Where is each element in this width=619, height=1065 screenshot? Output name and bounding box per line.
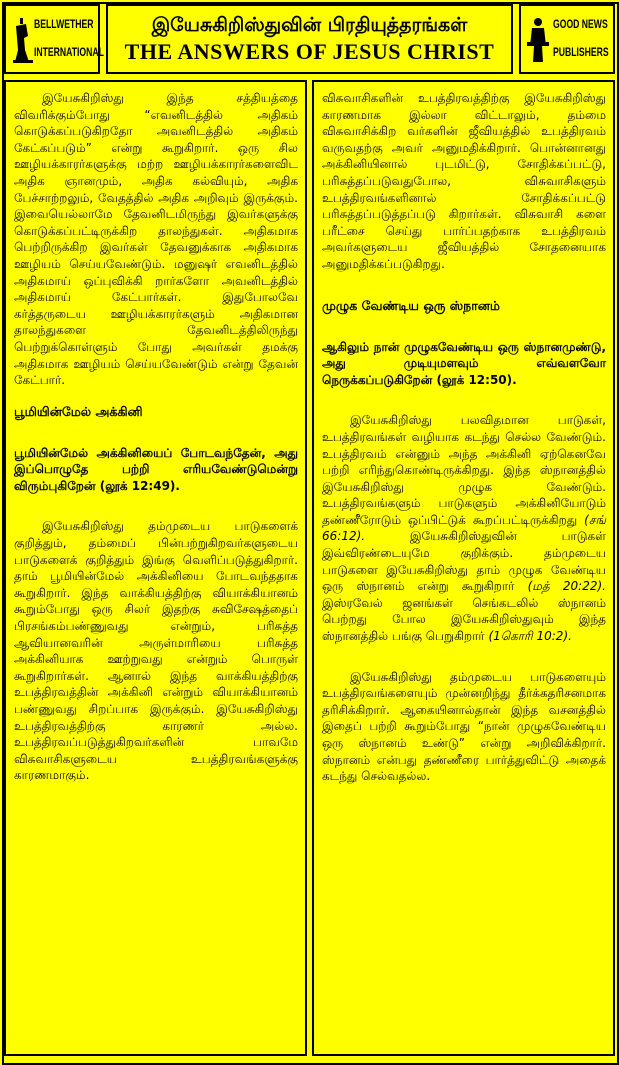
right-p2-part-c: இஸ்ரவேல் ஜனங்கள் செங்கடலில் ஸ்நானம் பெற்றது போல இயேசுகிறிஸ்துவும் இந்த ஸ்நானத்தில் பங்கு பெறுகிறார் xyxy=(322,595,606,644)
right-paragraph-2 xyxy=(322,412,606,644)
bellwether-logo-line2: INTERNATIONAL xyxy=(34,45,104,59)
right-column xyxy=(312,80,615,1056)
left-paragraph-2: இயேசுகிறிஸ்து தம்முடைய பாடுகளைக் குறித்தும், தம்மைப் பின்பற்றுகிறவர்களுடைய பாடுகளைக் குறித்தும் இங்கு வெளிப்படுத்துகிறார். தாம் பூமியின்மேல் அக்கினியை போடவந்ததாக கூறுகிறார். இந்த வாக்கியத்திற்கு வியாக்கியானம் கூறும்போது ஒரு சிலர் இதற்கு சுவிசேஷத்தைப் பிரசங்கம்பண்ணுவது என்றும், பரிசுத்த ஆவியானவரின் அருள்மாரியை பரிசுத்த அக்கினியாக ஊற்றுவது என்றும் பொருள் கூறுகிறார்கள். ஆனால் இந்த வாக்கியத்திற்கு உபத்திரவத்தின் அக்கினி என்றும் வியாக்கியானம் பண்ணுவது சிறப்பாக இருக்கும். இயேசுகிறிஸ்து உபத்திரவத்திற்கு காரணர் அல்ல. உபத்திரவப்படுத்துகிறவர்களின் பாவமே விசுவாசிகளுடைய உபத்திரவங்களுக்கு காரணமாகும். xyxy=(14,519,298,783)
book-reader-icon xyxy=(526,16,550,66)
right-p2-part-b: இயேசுகிறிஸ்துவின் பாடுகள் இவ்விரண்டையுமே குறிக்கும். தம்முடைய பாடுகளை இயேசுகிறிஸ்து தாம் முழுக வேண்டிய ஒரு ஸ்நானம் என்று கூறுகிறார் xyxy=(322,529,606,594)
left-scripture-quote xyxy=(14,445,298,495)
left-paragraph-1: இயேசுகிறிஸ்து இந்த சத்தியத்தை விவரிக்கும்போது “எவனிடத்தில் அதிகம் கொடுக்கப்படுகிறதோ அவனிடத்தில் அதிகம் கேட்கப்படும்” என்று கூறுகிறார். ஒரு சில ஊழியக்காரர்களுக்கு மற்ற ஊழியக்காரர்களைவிட அதிக ஞானமும், அதிக கல்வியும், அதிக பேச்சாற்றலும், வேதத்தில் அதிக அறிவும் இருக்கும். இவையெல்லாமே தேவனிடமிருந்து இவர்களுக்கு கொடுக்கப்பட்டிருக்கிற தாலந்துகள். அதிகமாக பெற்றிருக்கிற இவர்கள் தேவனுக்காக அதிகமாக ஊழியம் செய்யவேண்டும். மனுஷர் எவனிடத்தில் அதிகமாய் ஒப்புவிக்கி றார்களோ அவனிடத்தில் அதிகமாய் கேட்பார்கள். இதுபோலவே கர்த்தருடைய ஊழியக்காரர்களும் அதிகமான தாலந்துகளை தேவனிடத்திலிருந்து பெற்றுக்கொள்ளும் போது அவர்கள் தமக்கு அதிகமாக ஊழியம் செய்யவேண்டும் என்று தேவன் கேட்பார். xyxy=(14,91,298,388)
right-paragraph-1: விசுவாசிகளின் உபத்திரவத்திற்கு இயேசுகிறிஸ்து காரணமாக இல்லா விட்டாலும், தம்மை விசுவாசிக்கிற வர்களின் ஜீவியத்தில் உபத்திரவம் வருவதற்கு அவர் அனுமதிக்கிறார். பொன்னானது அக்கினியினால் புடமிட்டு, சோதிக்கப்பட்டு, பரிசுத்தப்படுவதுபோல, விசுவாசிகளும் உபத்திரவங்களினால் சோதிக்கப்பட்டு பரிசுத்தப்படுத்தப்படு கிறார்கள். விசுவாசி களை பரீட்சை செய்து பார்ப்பதற்காக உபத்திரவம் அவர்களுடைய ஜீவியத்தில் சோதனையாக அனுமதிக்கப்படுகிறது. xyxy=(322,91,606,271)
left-quote-reference: (லூக் 12:49). xyxy=(99,478,180,493)
good-news-logo-line1: GOOD NEWS xyxy=(553,17,608,31)
left-column xyxy=(4,80,307,1056)
right-quote-reference: (லூக் 12:50). xyxy=(436,372,517,387)
page-title-english: THE ANSWERS OF JESUS CHRIST xyxy=(124,39,495,64)
right-section-heading: முழுக வேண்டிய ஒரு ஸ்நானம் xyxy=(322,297,500,313)
good-news-logo-line2: PUBLISHERS xyxy=(553,45,609,59)
right-p2-ref-3: (1கொரி 10:2). xyxy=(488,629,572,644)
left-section-heading: பூமியின்மேல் அக்கினி xyxy=(14,403,143,419)
title-box xyxy=(106,4,513,74)
page-title-tamil: இயேசுகிறிஸ்துவின் பிரதியுத்தரங்கள் xyxy=(151,14,468,36)
right-p2-ref-2: (மத் 20:22). xyxy=(527,579,606,594)
good-news-logo xyxy=(519,4,615,74)
bellwether-logo-line1: BELLWETHER xyxy=(34,17,94,31)
right-p2-ref-1: (சங் 66:12). xyxy=(322,512,606,544)
header xyxy=(4,4,615,78)
right-scripture-quote xyxy=(322,339,606,389)
right-paragraph-3: இயேசுகிறிஸ்து தம்முடைய பாடுகளையும் உபத்திரவங்களையும் முன்னறிந்து தீர்க்கதரிசனமாக தரிசிக்கிறார். ஆகையினால்தான் இந்த வசனத்தில் இதைப் பற்றி கூறும்போது “நான் முழுகவேண்டிய ஒரு ஸ்நானம் உண்டு” என்று அறிவிக்கிறார். ஸ்நானம் என்பது தண்ணீரை பார்த்துவிட்டு அதைக் கடந்து செல்வதல்ல. xyxy=(322,669,606,784)
right-quote-text: ஆகிலும் நான் முழுகவேண்டிய ஒரு ஸ்நானமுண்டு, அது முடியுமளவும் எவ்வளவோ நெருக்கப்படுகிறேன் xyxy=(322,339,606,387)
bellwether-logo xyxy=(4,4,104,74)
left-quote-text: பூமியின்மேல் அக்கினியைப் போடவந்தேன், அது இப்பொழுதே பற்றி எரியவேண்டுமென்று விரும்புகிறேன் xyxy=(14,445,298,493)
bellwether-sheep-icon xyxy=(12,16,34,66)
right-p2-part-a: இயேசுகிறிஸ்து பலவிதமான பாடுகள், உபத்திரவங்கள் வழியாக கடந்து செல்ல வேண்டும். உபத்திரவம் என்னும் அந்த அக்கினி ஏற்கெனவே பற்றி எரிந்துகொண்டிருக்கிறது. இந்த ஸ்நானத்தில் இயேசுகிறிஸ்து முழுக வேண்டும். உபத்திரவங்களும் பாடுகளும் அக்கினியோடும் தண்ணீரோடும் ஒப்பிட்டுக் கூறப்பட்டிருக்கிறது xyxy=(322,413,606,527)
